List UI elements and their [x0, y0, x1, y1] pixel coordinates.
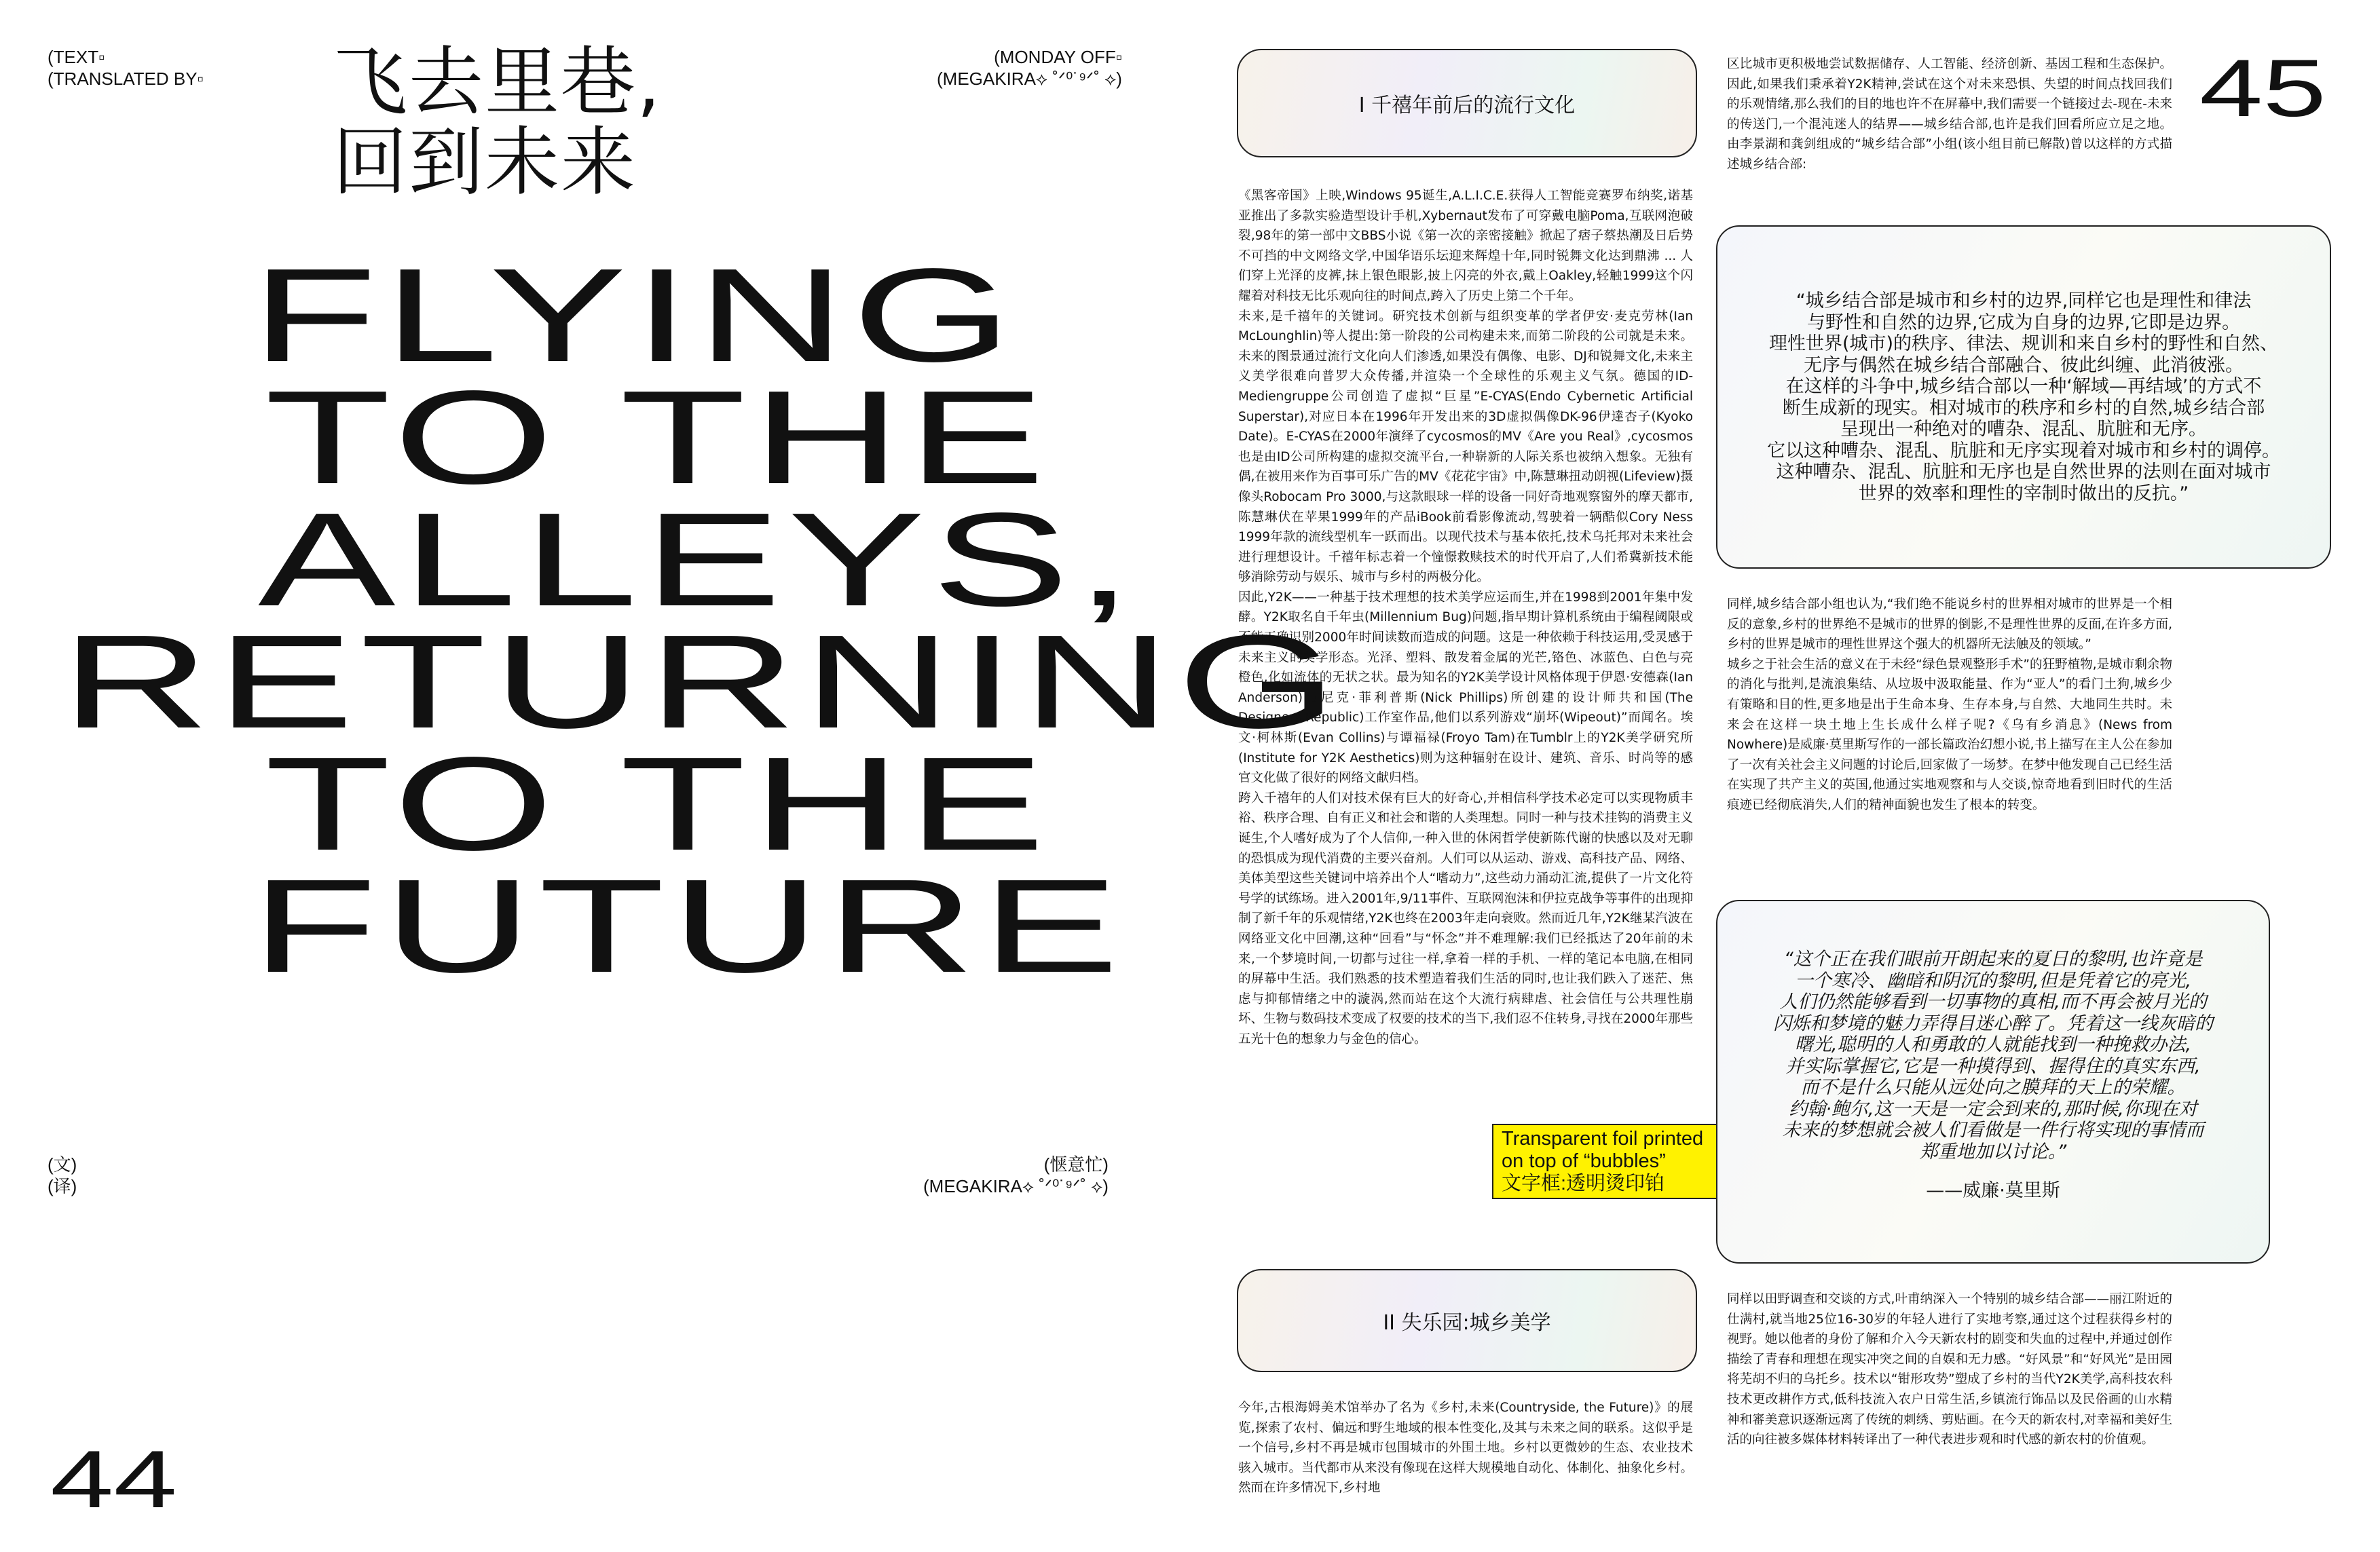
paragraph: 区比城市更积极地尝试数据储存、人工智能、经济创新、基因工程和生态保护。因此,如果我们秉承着Y2K精神,尝试在这个对未来恐惧、失望的时间点找回我们的乐观情绪,那么我们的目的地也许不在屏幕中,我们需要一个链接过去-现在-未来的传送门,一个混沌迷人的结界——城乡结合部,也许是我们回看所应立足之地。由李景湖和龚剑组成的“城乡结合部”小组(该小组目前已解散)曾以这样的方式描述城乡结合部: [1727, 57, 2172, 172]
paragraph: 《黑客帝国》上映,Windows 95诞生,A.L.I.C.E.获得人工智能竞赛罗布纳奖,诺基亚推出了多款实验造型设计手机,Xybernaut发布了可穿戴电脑Poma,互联网泡破裂,98年的第一部中文BBS小说《第一次的亲密接触》掀起了痞子蔡热潮及日后势不可挡的中文网络文学,中国华语乐坛迎来辉煌十年,同时锐舞文化达到鼎沸 ... 人们穿上光泽的皮裤,抹上银色眼影,披上闪亮的外衣,戴上Oakley,轻触1999这个闪耀着对科技无比乐观向往的时间点,跨入了历史上第二个千年。 [1238, 189, 1693, 303]
quote-1-text: “城乡结合部是城市和乡村的边界,同样它也是理性和律法 与野性和自然的边界,它成为自身的边界,它即是边界。 理性世界(城市)的秩序、律法、规训和来自乡村的野性和自然、 无序与偶然在城乡结合部融合、彼此纠缠、此消彼涨。 在这样的斗争中,城乡结合部以一种‘解域—再结域’的方式不 断生成新的现实。相对城市的秩序和乡村的自然,城乡结合部 呈现出一种绝对的嘈杂、混乱、肮脏和无序。 它以这种嘈杂、混乱、肮脏和无序实现着对城市和乡村的调停。 这种嘈杂、混乱、肮脏和无序也是自然世界的法则在面对城市 世界的效率和理性的宰制时做出的反抗。” [1767, 290, 2280, 504]
paragraph: 因此,Y2K——一种基于技术理想的技术美学应运而生,并在1998到2001年集中发酵。Y2K取名自千年虫(Millennium Bug)问题,指早期计算机系统由于编程阈限或不能正确识别2000年时间读数而造成的问题。这是一种依赖于科技运用,受灵感于未来主义的美学形态。光泽、塑料、散发着金属的光芒,铬色、冰蓝色、白色与亮橙色,化如流体的无状之状。最为知名的Y2K美学设计风格体现于伊恩·安德森(Ian Anderson)与尼克·菲利普斯(Nick Phillips)所创建的设计师共和国(The Designers Republic)工作室作品,他们以系列游戏“崩坏(Wipeout)”而闻名。埃文·柯林斯(Evan Collins)与谭福禄(Froyo Tam)在Tumblr上的Y2K美学研究所(Institute for Y2K Aesthetics)则为这种辐射在设计、建筑、音乐、时尚等的感官文化做了很好的网络文献归档。 [1238, 590, 1693, 786]
credit-name-label: (MONDAY OFF▫ (MEGAKIRA⟡ ˚ᐟ⁰˙⁹ᐟ˚ ⟡) [937, 47, 1122, 89]
title-line-6: FUTURE [251, 852, 1126, 1000]
page-number-right: 45 [2199, 43, 2326, 134]
title-line-3: ALLEYS, [258, 485, 1139, 634]
title-english [61, 241, 1344, 1000]
section-title-2-label: II 失乐园:城乡美学 [1383, 1311, 1551, 1335]
column-1-bottom-text [1238, 1398, 1693, 1498]
column-2-mid-text [1727, 594, 2172, 816]
column-1-text [1238, 186, 1693, 1050]
quote-2-text: “这个正在我们眼前开朗起来的夏日的黎明,也许竟是 一个寒冷、幽暗和阴沉的黎明,但是凭着它的亮光, 人们仍然能够看到一切事物的真相,而不再会被月光的 闪烁和梦境的魅力弄得目迷心醉了。凭着这一线灰暗的 曙光,聪明的人和勇敢的人就能找到一种挽救办法, 并实际掌握它,它是一种摸得到、握得住的真实东西, 而不是什么只能从远处向之膜拜的天上的荣耀。 约翰·鲍尔,这一天是一定会到来的,那时候,你现在对 未来的梦想就会被人们看做是一件行将实现的事情而 郑重地加以讨论。” [1773, 949, 2213, 1162]
quote-box-1 [1716, 225, 2331, 569]
title-line-2: TO THE [265, 363, 1052, 512]
quote-2-author: ——威廉·莫里斯 [1926, 1180, 2060, 1201]
paragraph: 跨入千禧年的人们对技术保有巨大的好奇心,并相信科学技术必定可以实现物质丰裕、秩序合理、自有正义和社会和谐的人类理想。同时一种与技术挂钩的消费主义诞生,个人嗜好成为了个人信仰,一种入世的休闲哲学使新陈代谢的快感以及对无聊的恐惧成为现代消费的主要兴奋剂。人们可以从运动、游戏、高科技产品、网络、美体美型这些关键词中培养出个人“嗜动力”,这些动力涌动汇流,提供了一片文化符号学的试练场。进入2001年,9/11事件、互联网泡沫和伊拉克战争等事件的出现抑制了新千年的乐观情绪,Y2K也终在2003年走向衰败。然而近几年,Y2K继某汽波在网络亚文化中回潮,这种“回看”与“怀念”并不难理解:我们已经抵达了20年前的未来,一个梦境时间,一切都与过往一样,拿着一样的手机、一样的笔记本电脑,在相同的屏幕中生活。我们熟悉的技术塑造着我们生活的同时,也让我们跌入了迷茫、焦虑与抑郁情绪之中的漩涡,然而站在这个大流行病肆虐、社会信任与公共理性崩坏、生物与数码技术变成了权要的技术的当下,我们忍不住转身,寻找在2000年那些五光十色的想象力与金色的信心。 [1238, 791, 1693, 1046]
title-chinese: 飞去里巷, 回到未来 [333, 39, 662, 206]
paragraph: 未来,是千禧年的关键词。研究技术创新与组织变革的学者伊安·麦克劳林(Ian McLounghlin)等人提出:第一阶段的公司构建未来,而第二阶段的公司就是未来。未来的图景通过流行文化向人们渗透,如果没有偶像、电影、DJ和锐舞文化,未来主义美学很难向普罗大众传播,并渲染一个全球性的乐观主义气氛。德国的ID-Mediengruppe公司创造了虚拟“巨星”E-CYAS(Endo Cybernetic Artificial Superstar),对应日本在1996年开发出来的3D虚拟偶像DK-96伊達杏子(Kyoko Date)。E-CYAS在2000年演绎了cycosmos的MV《Are you Real》,cycosmos也是由ID公司所构建的虚拟交流平台,一种崭新的人际关系也被纳入想象。无独有偶,在被用来作为百事可乐广告的MV《花花宇宙》中,陈慧琳扭动朗视(Lifeview)摄像头Robocam Pro 3000,与这款眼球一样的设备一同好奇地观察窗外的摩天都市,陈慧琳伏在苹果1999年的产品iBook前看影像流动,驾驶着一辆酷似Cory Ness 1999年款的流线型机车一跃而出。以现代技术与基本依托,技术乌托邦对未来社会进行理想设计。千禧年标志着一个憧憬救赎技术的时代开启了,人们希冀新技术能够消除劳动与娱乐、城市与乡村的两极分化。 [1238, 309, 1693, 585]
section-title-1-label: I 千禧年前后的流行文化 [1358, 94, 1576, 117]
title-line-1: FLYING [251, 241, 1019, 390]
credit-text-cn: (文) (译) [48, 1154, 77, 1196]
paragraph: 同样以田野调查和交谈的方式,叶甫纳深入一个特别的城乡结合部——丽江附近的仕满村,就当地25位16-30岁的年轻人进行了实地考察,通过这个过程获得乡村的视野。她以他者的身份了解和介入今天新农村的剧变和失血的过程中,并通过创作描绘了青春和理想在现实冲突之间的自娱和无力感。“好风景”和“好风光”是田园将芜胡不归的乌托乡。技术以“钳形攻势”塑成了乡村的当代Y2K美学,高科技农科技术更改耕作方式,低科技流入农户日常生活,乡镇流行饰品以及民俗画的山水精神和審美意识逐渐远离了传统的刺绣、剪贴画。在今天的新农村,对幸福和美好生活的向往被多媒体材料转译出了一种代表进步观和时代感的新农村的价值观。 [1727, 1292, 2172, 1447]
credit-text-label: (TEXT▫ (TRANSLATED BY▫ [48, 47, 204, 89]
title-line-5: TO THE [265, 730, 1052, 878]
paragraph: 今年,古根海姆美术馆举办了名为《乡村,未来(Countryside, the Future)》的展览,探索了农村、偏远和野生地域的根本性变化,及其与未来之间的联系。这似乎是一个信号,乡村不再是城市包围城市的外围土地。乡村以更微妙的生态、农业技术骇入城市。当代都市从来没有像现在这样大规模地自动化、体制化、抽象化乡村。然而在许多情况下,乡村地 [1238, 1401, 1693, 1496]
title-line-4: RETURNING [61, 607, 1344, 756]
column-2-top-text [1727, 54, 2172, 175]
credit-name-cn: (惬意忙) (MEGAKIRA⟡ ˚ᐟ⁰˙⁹ᐟ˚ ⟡) [923, 1154, 1109, 1196]
paragraph: 同样,城乡结合部小组也认为,“我们绝不能说乡村的世界相对城市的世界是一个相反的意象,乡村的世界绝不是城市的世界的倒影,不是理性世界的反面,在许多方面,乡村的世界是城市的理性世界这个强大的机器所无法触及的领域。” [1727, 597, 2172, 652]
section-title-1 [1237, 49, 1697, 157]
quote-box-2 [1716, 900, 2270, 1264]
column-2-bottom-text [1727, 1289, 2172, 1450]
annotation-note: Transparent foil printed on top of “bubbles” 文字框:透明烫印铂 [1492, 1124, 1751, 1199]
page-number-left: 44 [50, 1434, 177, 1525]
section-title-2 [1237, 1269, 1697, 1372]
paragraph: 城乡之于社会生活的意义在于未经“绿色景观整形手术”的狂野植物,是城市剩余物的消化与批判,是流浪集结、从垃圾中汲取能量、作为“亚人”的看门土狗,城乡少有策略和目的性,更多地是出于生命本身、生存本身,与自然、大地同生共时。未来会在这样一块土地上生长成什么样子呢?《乌有乡消息》(News from Nowhere)是威廉·莫里斯写作的一部长篇政治幻想小说,书上描写在主人公在参加了一次有关社会主义问题的讨论后,回家做了一场梦。在梦中他发现自己已经生活在实现了共产主义的英国,他通过实地观察和与人交谈,惊奇地看到旧时代的生活痕迹已经彻底消失,人们的精神面貌也发生了根本的转变。 [1727, 657, 2172, 812]
